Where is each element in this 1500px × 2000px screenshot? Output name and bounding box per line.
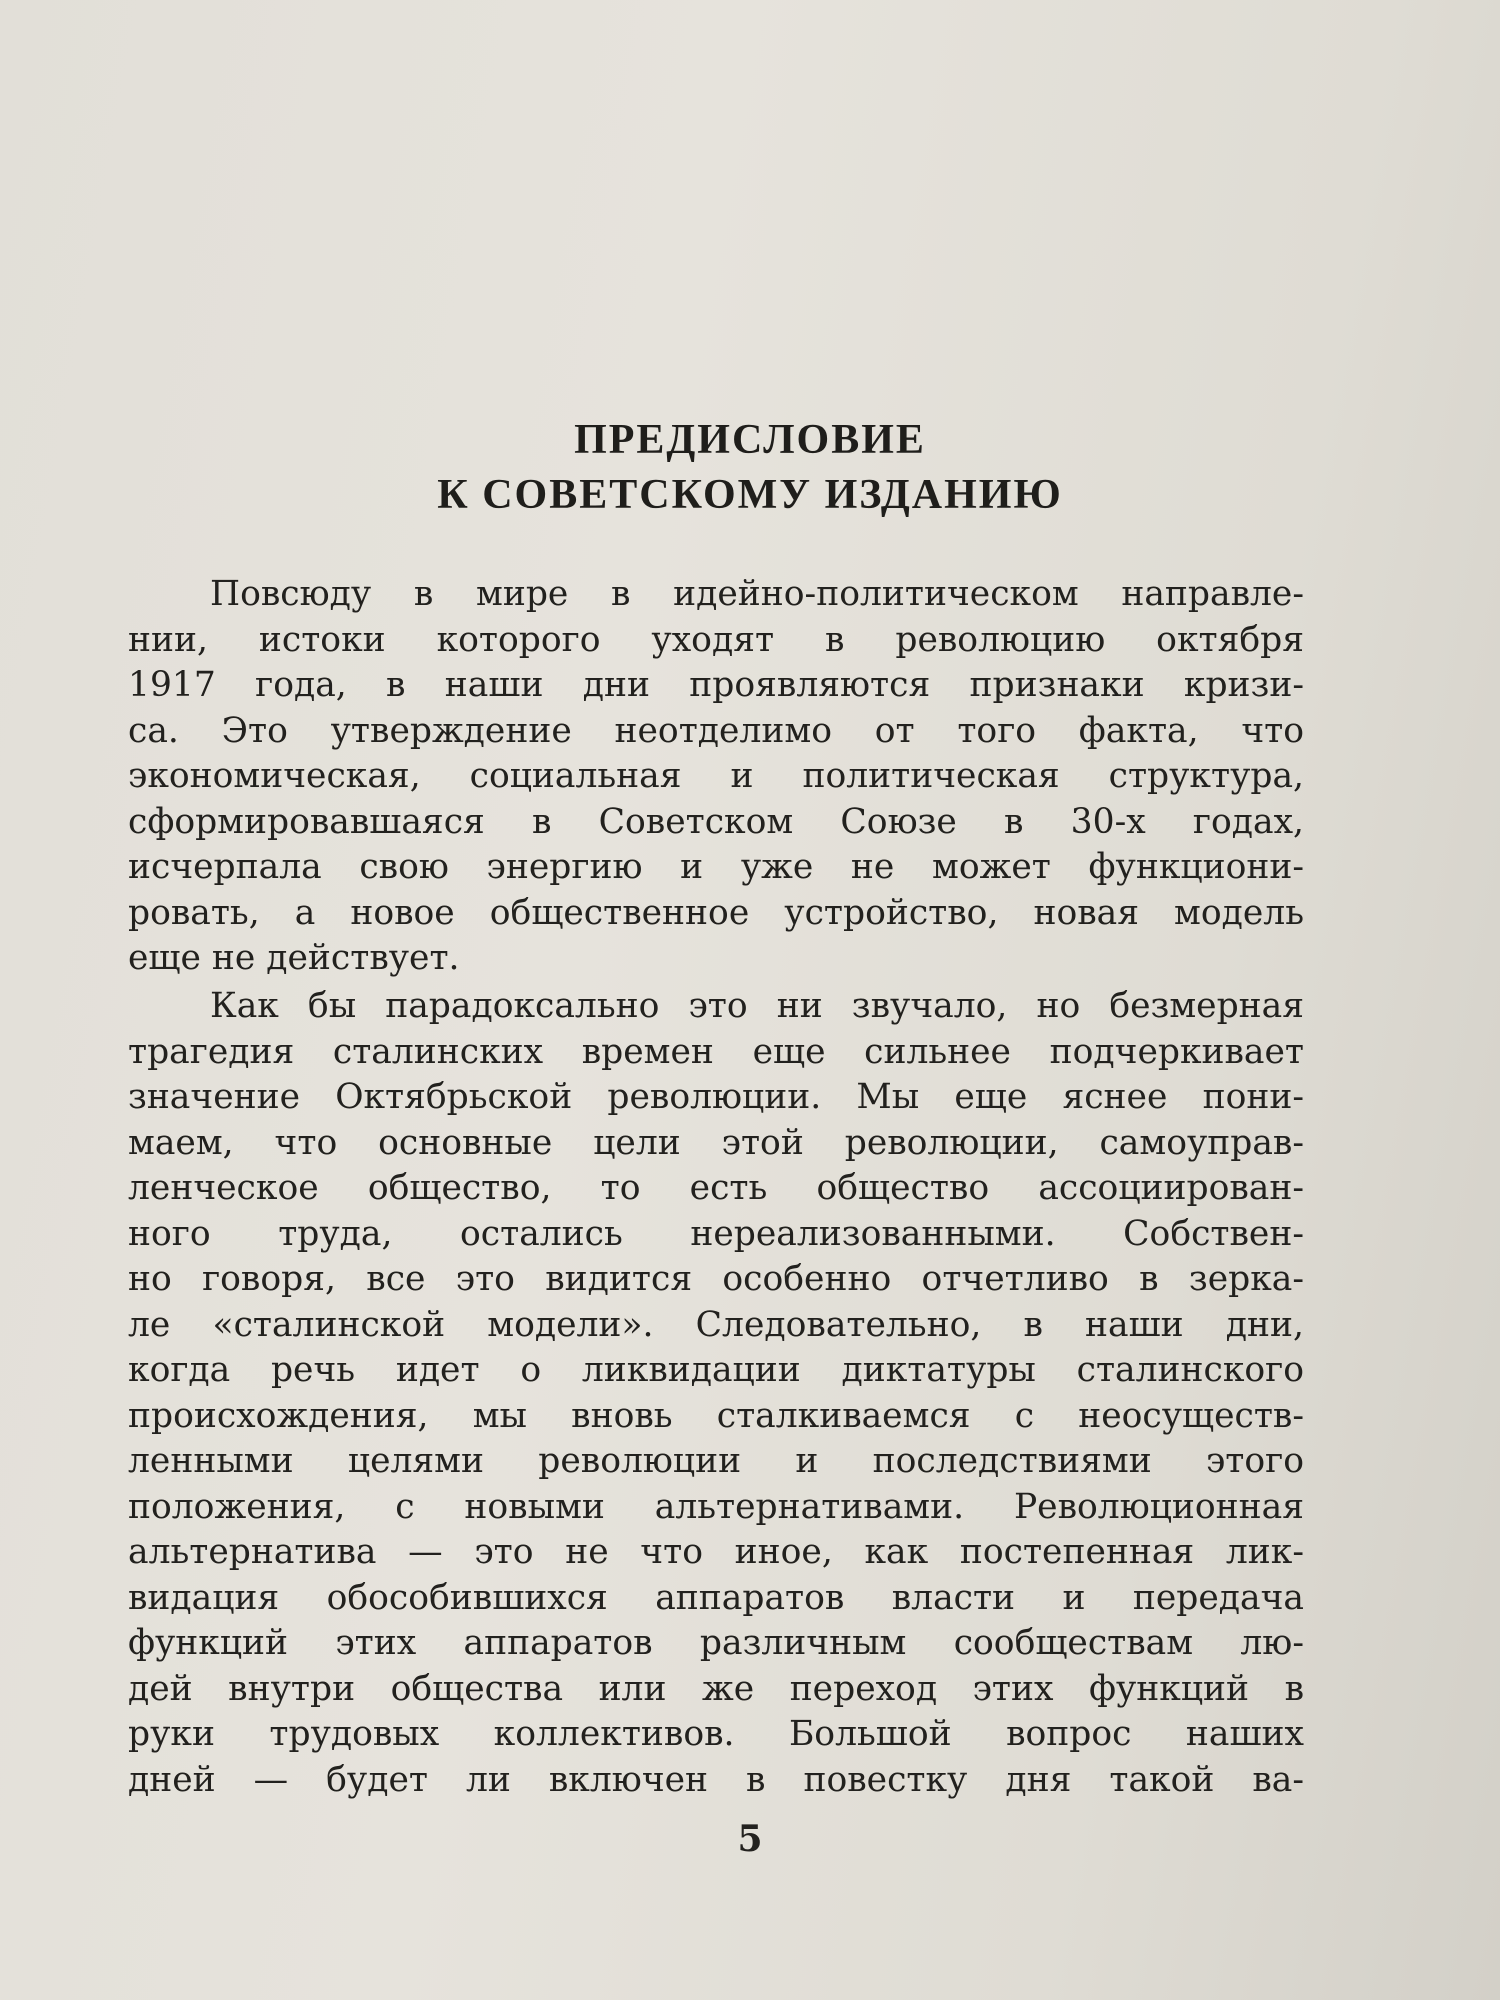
text-line: еще не действует. (128, 938, 460, 978)
text-line: ровать, а новое общественное устройство, новая модель (128, 892, 1304, 933)
text-line: 1917 года, в наши дни проявляются признаки кризи- (128, 665, 1304, 705)
page-title-line-1: ПРЕДИСЛОВИЕ (574, 417, 926, 463)
text-line: экономическая, социальная и политическая структура, (128, 756, 1304, 796)
text-line: исчерпала свою энергию и уже не может функциони- (128, 847, 1304, 887)
text-line: происхождения, мы вновь сталкиваемся с неосуществ- (128, 1395, 1304, 1436)
text-line: трагедия сталинских времен еще сильнее подчеркивает (128, 1031, 1304, 1072)
text-line: дней — будет ли включен в повестку дня такой ва- (128, 1759, 1304, 1800)
paragraph-2 (128, 984, 1304, 1803)
text-line: когда речь идет о ликвидации диктатуры сталинского (128, 1350, 1304, 1390)
text-line: руки трудовых коллективов. Большой вопрос наших (128, 1714, 1304, 1754)
text-line: Как бы парадоксально это ни звучало, но безмерная (210, 986, 1304, 1026)
text-line: ле «сталинской модели». Следовательно, в наши дни, (128, 1304, 1304, 1345)
text-line: са. Это утверждение неотделимо от того факта, что (128, 710, 1304, 751)
text-line: видация обособившихся аппаратов власти и передача (128, 1577, 1304, 1618)
text-line: маем, что основные цели этой революции, самоуправ- (128, 1122, 1304, 1163)
text-line: ленческое общество, то есть общество ассоциирован- (128, 1168, 1304, 1208)
text-line: сформировавшаяся в Советском Союзе в 30-х годах, (128, 801, 1304, 842)
text-line: но говоря, все это видится особенно отчетливо в зерка- (128, 1259, 1304, 1299)
paragraph-1 (128, 572, 1304, 982)
text-line: альтернатива — это не что иное, как постепенная лик- (128, 1532, 1304, 1572)
text-line: функций этих аппаратов различным сообществам лю- (128, 1623, 1304, 1663)
text-line: ленными целями революции и последствиями этого (128, 1441, 1304, 1481)
text-line: значение Октябрьской революции. Мы еще яснее пони- (128, 1077, 1304, 1117)
page-number: 5 (737, 1818, 763, 1860)
text-line: дей внутри общества или же переход этих функций в (128, 1668, 1304, 1709)
text-line: Повсюду в мире в идейно-политическом направле- (210, 574, 1304, 614)
text-line: ного труда, остались нереализованными. Собствен- (128, 1213, 1304, 1254)
text-line: положения, с новыми альтернативами. Революционная (128, 1486, 1304, 1527)
text-line: нии, истоки которого уходят в революцию октября (128, 619, 1304, 660)
page-title-line-2: К СОВЕТСКОМУ ИЗДАНИЮ (437, 472, 1063, 518)
